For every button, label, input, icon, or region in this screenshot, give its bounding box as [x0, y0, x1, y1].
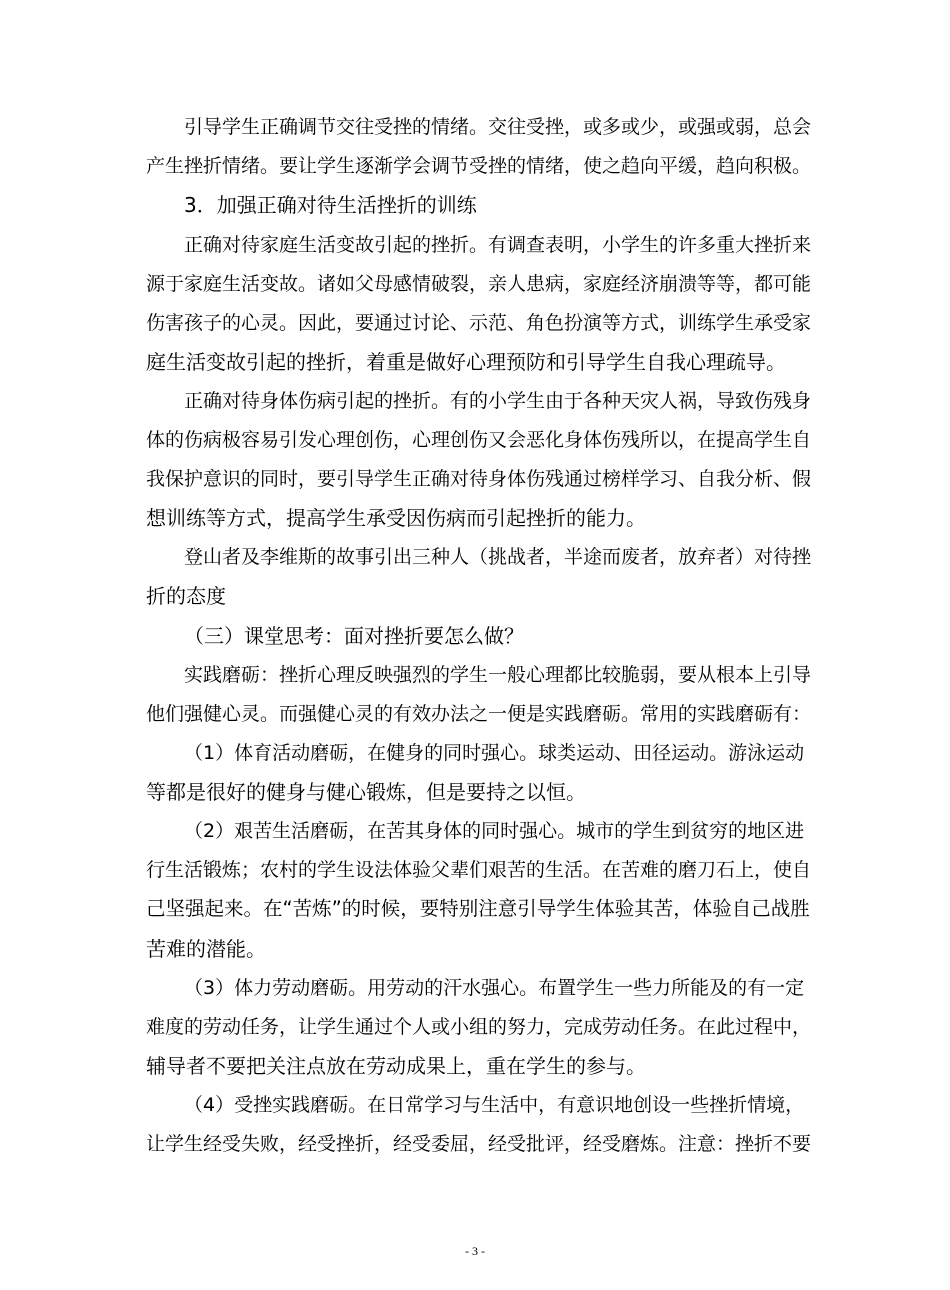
section-heading: 3．加强正确对待生活挫折的训练	[184, 193, 477, 217]
paragraph-line: 实践磨砺：挫折心理反映强烈的学生一般心理都比较脆弱，要从根本上引导	[184, 664, 812, 686]
paragraph-line: 难度的劳动任务，让学生通过个人或小组的努力，完成劳动任务。在此过程中，	[146, 1016, 812, 1038]
paragraph-line: 他们强健心灵。而强健心灵的有效办法之一便是实践磨砺。常用的实践磨砺有：	[146, 703, 812, 725]
paragraph-line: 我保护意识的同时，要引导学生正确对待身体伤残通过榜样学习、自我分析、假	[146, 468, 812, 490]
paragraph-line: 己坚强起来。在“苦炼”的时候，要特别注意引导学生体验其苦，体验自己战胜	[146, 897, 810, 920]
paragraph-line: 让学生经受失败，经受挫折，经受委屈，经受批评，经受磨炼。注意：挫折不要	[146, 1133, 812, 1155]
page-number: - 3 -	[465, 1244, 485, 1258]
paragraph-line: 等都是很好的健身与健心锻炼，但是要持之以恒。	[146, 780, 586, 804]
paragraph-line: （2）艰苦生活磨砺，在苦其身体的同时强心。城市的学生到贫穷的地区进	[184, 820, 805, 842]
paragraph-line: （1）体育活动磨砺，在健身的同时强心。球类运动、田径运动。游泳运动	[184, 742, 805, 764]
paragraph-line: 苦难的潜能。	[146, 937, 266, 961]
paragraph-line: 体的伤病极容易引发心理创伤，心理创伤又会恶化身体伤残所以，在提高学生自	[146, 429, 812, 451]
paragraph-line: 庭生活变故引起的挫折，着重是做好心理预防和引导学生自我心理疏导。	[146, 350, 786, 374]
paragraph-line: 登山者及李维斯的故事引出三种人（挑战者，半途而废者，放弃者）对待挫	[184, 546, 812, 568]
paragraph-line: 伤害孩子的心灵。因此，要通过讨论、示范、角色扮演等方式，训练学生承受家	[146, 312, 812, 334]
paragraph-line: 源于家庭生活变故。诸如父母感情破裂，亲人患病，家庭经济崩溃等等，都可能	[146, 273, 812, 295]
paragraph-line: 折的态度	[146, 584, 226, 608]
paragraph-line: 想训练等方式，提高学生承受因伤病而引起挫折的能力。	[146, 506, 646, 530]
paragraph-line: 辅导者不要把关注点放在劳动成果上，重在学生的参与。	[146, 1054, 646, 1078]
paragraph-line: （4）受挫实践磨砺。在日常学习与生活中，有意识地创设一些挫折情境，	[184, 1094, 805, 1116]
paragraph-line: 引导学生正确调节交往受挫的情绪。交往受挫，或多或少，或强或弱，总会	[184, 116, 812, 138]
paragraph-line: 正确对待身体伤病引起的挫折。有的小学生由于各种天灾人祸，导致伤残身	[184, 390, 812, 412]
section-heading: （三）课堂思考：面对挫折要怎么做？	[184, 624, 524, 648]
paragraph-line: 行生活锻炼；农村的学生设法体验父辈们艰苦的生活。在苦难的磨刀石上，使自	[146, 859, 812, 881]
paragraph-line: 正确对待家庭生活变故引起的挫折。有调查表明，小学生的许多重大挫折来	[184, 234, 812, 256]
paragraph-line: 产生挫折情绪。要让学生逐渐学会调节受挫的情绪，使之趋向平缓，趋向积极。	[146, 155, 812, 177]
paragraph-line: （3）体力劳动磨砺。用劳动的汗水强心。布置学生一些力所能及的有一定	[184, 977, 805, 999]
